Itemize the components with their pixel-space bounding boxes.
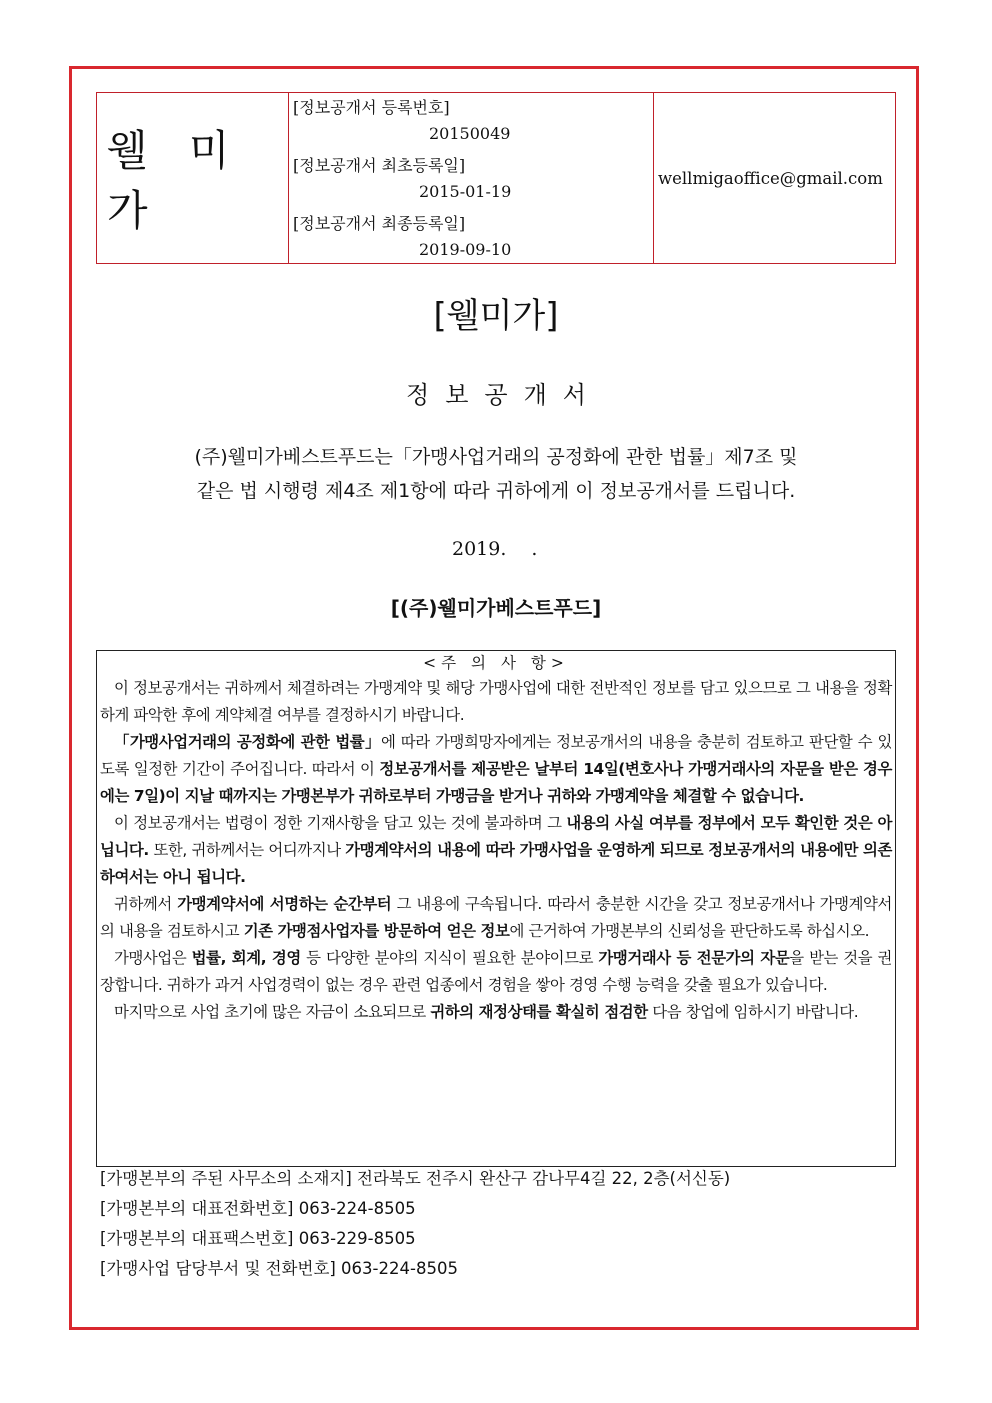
- notice-paragraph: [100, 999, 892, 1026]
- header-table: [96, 92, 896, 264]
- notice-text: 그 내용에 구속됩니다. 따라서 충분한 시간을 갖고 정보공개서나 가맹계약서의 내용을 검토하시고: [100, 895, 892, 940]
- notice-text: 에 따라 가맹희망자에게는 정보공개서의 내용을 충분히 검토하고 판단할 수 있도록 일정한 기간이 주어집니다. 따라서 이: [100, 733, 892, 778]
- email-cell: [654, 93, 895, 263]
- contact-email: wellmigaoffice@gmail.com: [658, 168, 883, 188]
- head-office-address: [가맹본부의 주된 사무소의 소재지] 전라북도 전주시 완산구 감나무4길 22, 2층(서신동): [100, 1169, 731, 1188]
- franchise-contact-info: [100, 1164, 730, 1284]
- notice-bold-text: 귀하의 재정상태를 확실히 점검한: [430, 1003, 648, 1021]
- notice-bold-text: 법률, 회계, 경영: [191, 949, 301, 967]
- intro-text: [140, 440, 852, 508]
- notice-text: 등 다양한 분야의 지식이 필요한 분야이므로: [300, 949, 599, 967]
- registration-info-cell: [289, 93, 654, 263]
- notice-bold-text: 「가맹사업거래의 공정화에 관한 법률」: [114, 733, 381, 751]
- notice-text: 이 정보공개서는 귀하께서 체결하려는 가맹계약 및 해당 가맹사업에 대한 전반적인 정보를 담고 있으므로 그 내용을 정확하게 파악한 후에 계약체결 여부를 결정하시기 바랍니다.: [100, 679, 892, 724]
- head-office-fax: [가맹본부의 대표팩스번호] 063-229-8505: [100, 1229, 416, 1248]
- notice-box: [96, 650, 896, 1167]
- notice-paragraph: [100, 675, 892, 729]
- first-registered-date: 2015-01-19: [419, 182, 512, 201]
- head-office-phone: [가맹본부의 대표전화번호] 063-224-8505: [100, 1199, 416, 1218]
- brand-logo-text: 웰 미 가: [107, 126, 244, 235]
- first-registered-label: [정보공개서 최초등록일]: [293, 156, 466, 175]
- notice-bold-text: 가맹계약서의 내용에 따라 가맹사업을 운영하게 되므로 정보공개서의 내용에만 의존하여서는 아니 됩니다.: [100, 841, 892, 886]
- notice-paragraph: [100, 729, 892, 810]
- logo-cell: [97, 93, 289, 263]
- company-name: [(주)웰미가베스트푸드]: [390, 596, 602, 620]
- document-subtitle: 정보공개서: [406, 381, 602, 409]
- last-registered-date: 2019-09-10: [419, 240, 512, 259]
- intro-line-1: (주)웰미가베스트푸드는「가맹사업거래의 공정화에 관한 법률」제7조 및: [194, 446, 798, 468]
- notice-text: 가맹사업은: [114, 949, 192, 967]
- notice-text: 귀하께서: [114, 895, 178, 913]
- notice-text: 또한, 귀하께서는 어디까지나: [148, 841, 346, 859]
- notice-bold-text: 내용의 사실 여부를 정부에서 모두 확인한 것은 아닙니다.: [100, 814, 892, 859]
- notice-text: 다음 창업에 임하시기 바랍니다.: [647, 1003, 859, 1021]
- notice-paragraph: [100, 945, 892, 999]
- notice-bold-text: 기존 가맹점사업자를 방문하여 얻은 정보: [243, 922, 510, 940]
- intro-line-2: 같은 법 시행령 제4조 제1항에 따라 귀하에게 이 정보공개서를 드립니다.: [196, 480, 796, 502]
- notice-bold-text: 가맹거래사 등 전문가의 자문: [598, 949, 790, 967]
- document-title: [웰미가]: [433, 296, 559, 336]
- notice-bold-text: 정보공개서를 제공받은 날부터 14일(변호사나 가맹거래사의 자문을 받은 경우에는 7일)이 지날 때까지는 가맹본부가 귀하로부터 가맹금을 받거나 귀하와 가맹계약을 체결할 수 없습니다.: [100, 760, 892, 805]
- notice-paragraph: [100, 891, 892, 945]
- notice-text: 에 근거하여 가맹본부의 신뢰성을 판단하도록 하십시오.: [509, 922, 870, 940]
- notice-title: <주 의 사 항>: [423, 654, 569, 672]
- registration-number-label: [정보공개서 등록번호]: [293, 98, 450, 117]
- notice-text: 마지막으로 사업 초기에 많은 자금이 소요되므로: [114, 1003, 431, 1021]
- last-registered-label: [정보공개서 최종등록일]: [293, 214, 466, 233]
- notice-paragraph: [100, 810, 892, 891]
- registration-number: 20150049: [429, 124, 511, 143]
- notice-text: 이 정보공개서는 법령이 정한 기재사항을 담고 있는 것에 불과하며 그: [114, 814, 567, 832]
- franchise-department-phone: [가맹사업 담당부서 및 전화번호] 063-224-8505: [100, 1259, 458, 1278]
- issue-date: 2019. .: [452, 538, 538, 560]
- notice-text: 을 받는 것을 권장합니다. 귀하가 과거 사업경력이 없는 경우 관련 업종에서 경험을 쌓아 경영 수행 능력을 갖출 필요가 있습니다.: [100, 949, 892, 994]
- notice-bold-text: 가맹계약서에 서명하는 순간부터: [177, 895, 392, 913]
